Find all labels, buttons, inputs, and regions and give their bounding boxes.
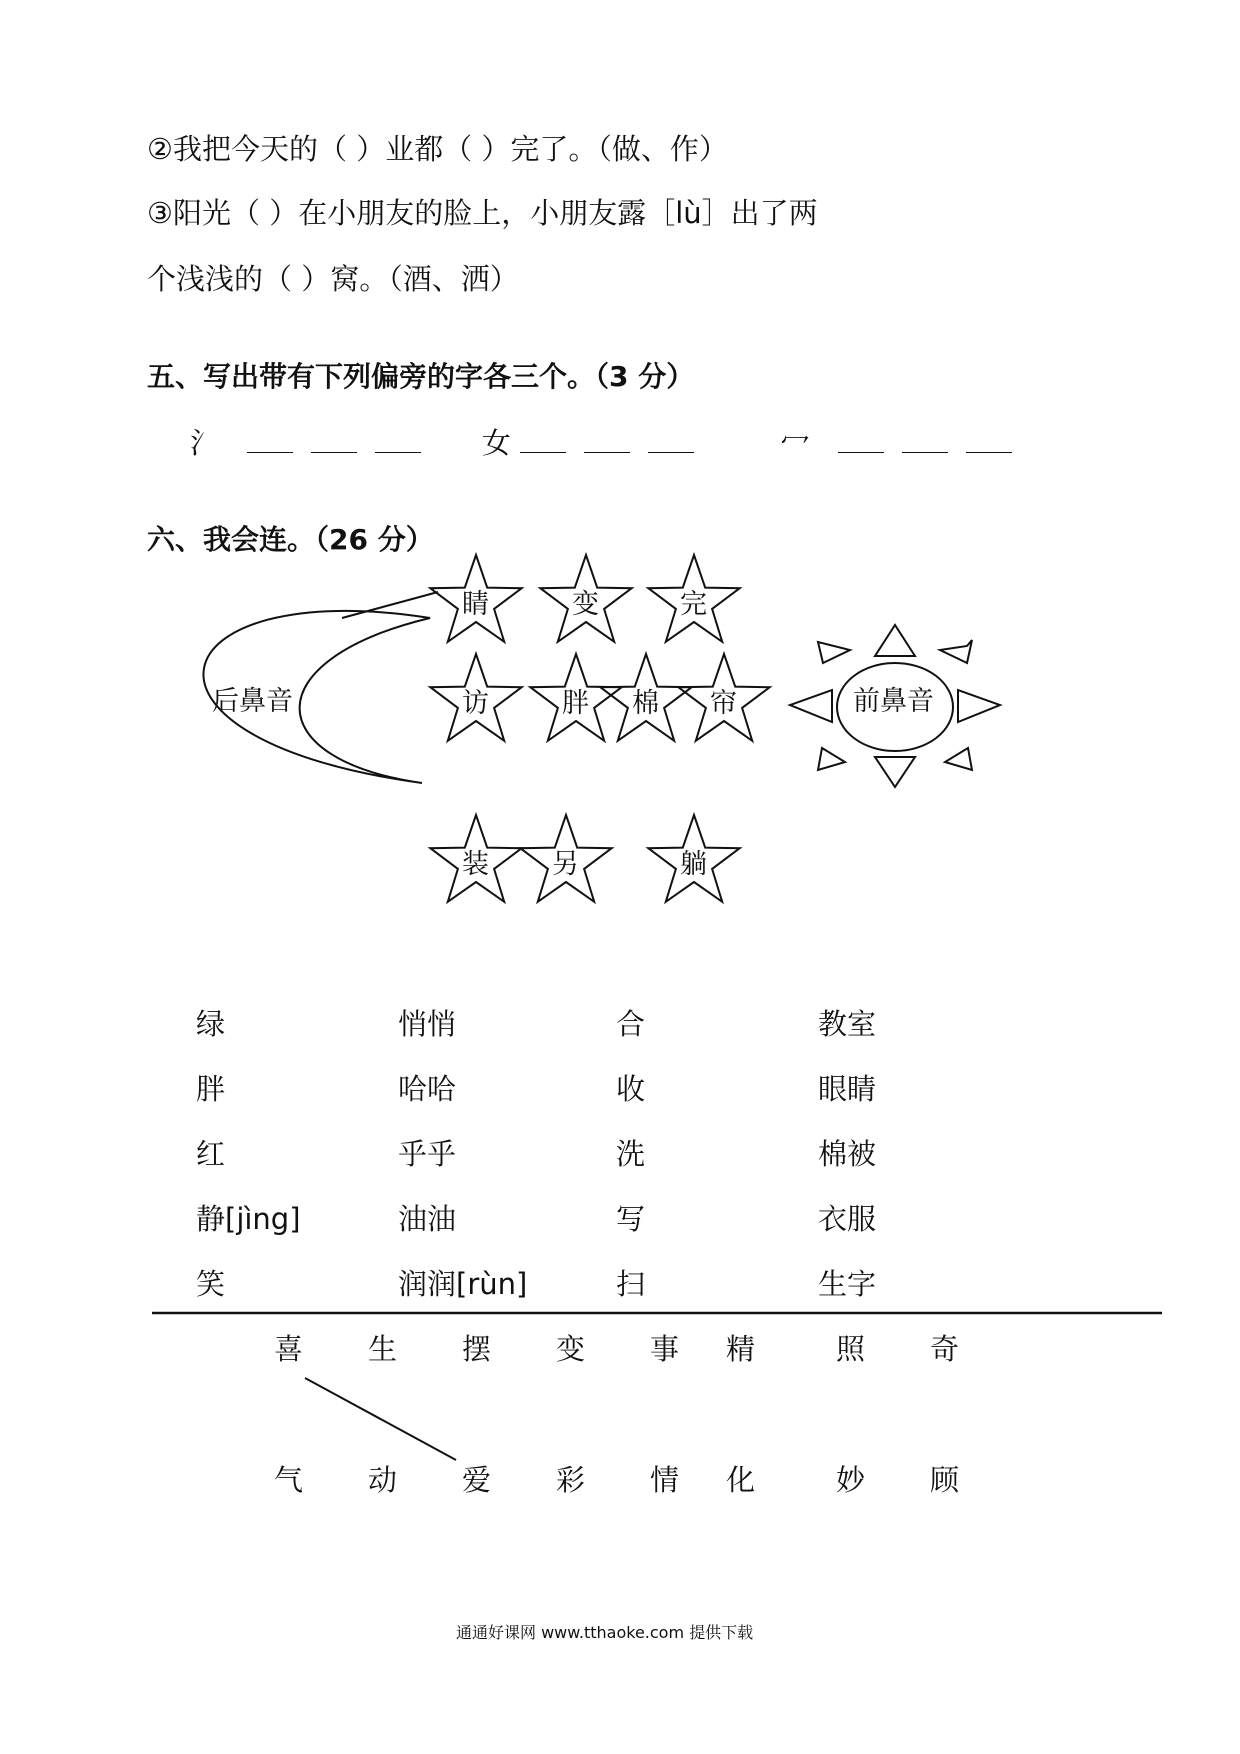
sun-ray [940,640,972,663]
pair-char-top[interactable]: 喜 [274,1332,304,1366]
pair-char-top[interactable]: 变 [556,1332,586,1366]
question-4-3-line2: 个浅浅的（ ）窝。（酒、洒） [147,262,519,296]
star-character: 帘 [710,688,737,719]
star-character: 变 [572,589,599,620]
moon-label: 后鼻音 [212,686,293,717]
match-item-col4[interactable]: 棉被 [818,1137,877,1171]
example-match-line [305,1378,456,1460]
match-item-col1[interactable]: 静[jìng] [196,1202,301,1236]
star-character: 装 [462,849,489,880]
pair-char-top[interactable]: 生 [368,1332,398,1366]
match-item-col4[interactable]: 衣服 [818,1202,877,1236]
radical-cover: 冖 [780,426,810,460]
star-character: 完 [680,589,707,620]
pair-char-bottom[interactable]: 气 [274,1463,304,1497]
pair-char-top[interactable]: 摆 [462,1332,492,1366]
sun-ray [818,642,850,663]
match-item-col1[interactable]: 胖 [196,1072,226,1106]
match-item-col1[interactable]: 红 [196,1137,226,1171]
match-item-col1[interactable]: 笑 [196,1267,226,1301]
match-item-col4[interactable]: 眼睛 [818,1072,877,1106]
star-character: 躺 [680,849,707,880]
star-character: 睛 [462,589,489,620]
match-item-col4[interactable]: 教室 [818,1007,877,1041]
pair-char-top[interactable]: 事 [650,1332,680,1366]
pair-char-bottom[interactable]: 动 [368,1463,398,1497]
match-item-col2[interactable]: 乎乎 [398,1137,457,1171]
question-4-3-line1: ③阳光（ ）在小朋友的脸上，小朋友露［lù］出了两 [147,196,818,230]
pair-char-bottom[interactable]: 化 [726,1463,756,1497]
pair-char-bottom[interactable]: 爱 [462,1463,492,1497]
match-item-col3[interactable]: 写 [616,1202,646,1236]
section-5-title: 五、写出带有下列偏旁的字各三个。（3 分） [147,360,695,393]
pair-char-bottom[interactable]: 妙 [836,1463,866,1497]
pair-char-top[interactable]: 照 [836,1332,866,1366]
sun-label: 前鼻音 [853,686,934,717]
pair-char-bottom[interactable]: 彩 [556,1463,586,1497]
sun-ray [875,757,915,787]
pair-char-bottom[interactable]: 顾 [930,1463,960,1497]
match-item-col1[interactable]: 绿 [196,1007,226,1041]
star-character: 访 [462,688,489,719]
sun-ray [875,625,915,656]
sun-ray [945,748,972,770]
match-item-col2[interactable]: 油油 [398,1202,457,1236]
match-item-col2[interactable]: 润润[rùn] [398,1267,528,1301]
radical-woman: 女 [481,426,511,460]
match-item-col3[interactable]: 洗 [616,1137,646,1171]
match-item-col3[interactable]: 扫 [616,1267,646,1301]
question-4-2: ②我把今天的（ ）业都（ ）完了。（做、作） [147,132,728,166]
sun-ray [790,690,832,722]
star-character: 棉 [632,688,659,719]
star-character: 另 [552,849,579,880]
section-6-title: 六、我会连。（26 分） [147,523,434,556]
pair-char-top[interactable]: 精 [726,1332,756,1366]
match-item-col2[interactable]: 哈哈 [398,1072,457,1106]
match-item-col4[interactable]: 生字 [818,1267,877,1301]
match-item-col3[interactable]: 合 [616,1007,646,1041]
match-item-col2[interactable]: 悄悄 [398,1007,457,1041]
pair-char-bottom[interactable]: 情 [650,1463,680,1497]
footer-credit: 通通好课网 www.tthaoke.com 提供下载 [456,1623,754,1642]
radical-water: 氵 [190,426,220,460]
moon-tail-line [342,592,438,618]
pair-char-top[interactable]: 奇 [930,1332,960,1366]
star-character: 胖 [562,688,589,719]
match-item-col3[interactable]: 收 [616,1072,646,1106]
sun-ray [818,748,845,770]
sun-ray [958,690,1000,722]
